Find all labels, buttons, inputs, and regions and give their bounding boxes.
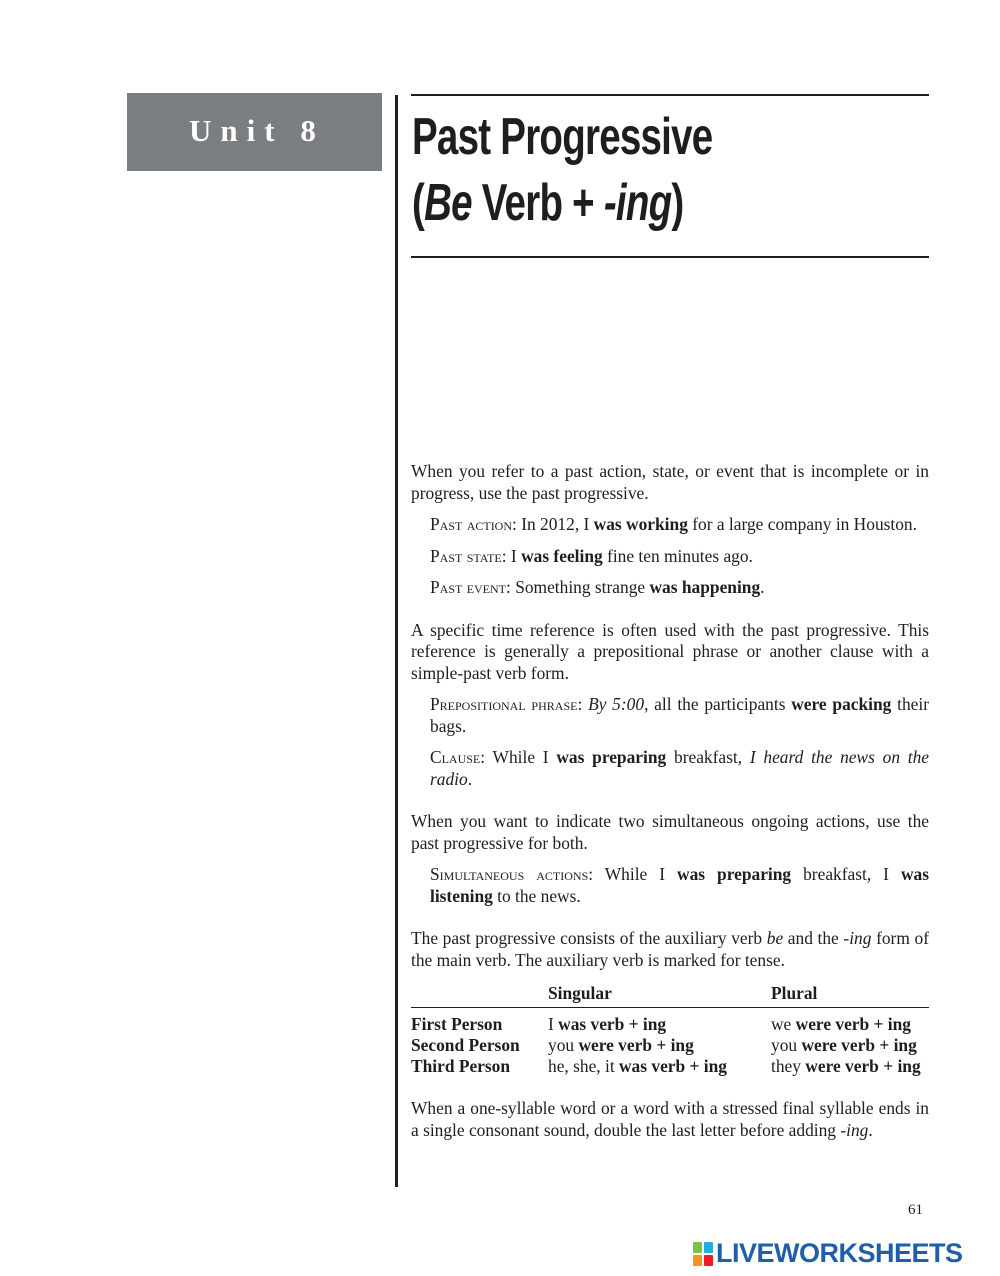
example-text: : In 2012, I [512, 514, 594, 534]
example-label: Past action [430, 514, 513, 534]
liveworksheets-logo [693, 1238, 963, 1269]
main-content [411, 461, 929, 1141]
example-verb: was working [593, 514, 688, 534]
verb-form: were verb + ing [795, 1014, 911, 1034]
table-header [411, 983, 548, 1008]
example-text: for a large company in Houston. [687, 514, 917, 534]
example-text: to the news. [492, 885, 581, 906]
watermark-text: LIVEWORKSHEETS [716, 1238, 963, 1268]
example-label: Simultaneous actions [430, 864, 589, 884]
pronoun: we [771, 1014, 796, 1034]
plural-cell [771, 1035, 929, 1056]
person-cell: Second Person [411, 1035, 520, 1055]
title-ing: -ing [603, 174, 672, 232]
table-header-row [411, 983, 929, 1008]
title-verb: Verb + [471, 174, 604, 232]
title-be: Be [424, 174, 472, 232]
example-prepositional-phrase [411, 694, 929, 737]
example-text: fine ten minutes ago. [602, 545, 753, 566]
example-verb: was feeling [521, 545, 603, 566]
logo-blocks-icon [693, 1242, 713, 1266]
paragraph-1: When you refer to a past action, state, or event that is incomplete or in progress, use the past progressive. [411, 461, 929, 503]
example-past-state [411, 546, 929, 568]
example-text: breakfast, I [791, 864, 901, 884]
pronoun: they [771, 1056, 806, 1076]
verb-form: were verb + ing [578, 1035, 694, 1055]
example-clause [411, 747, 929, 790]
title-line-1: Past Progressive [412, 108, 713, 166]
example-label: Past state [430, 545, 502, 566]
pronoun: you [548, 1035, 579, 1055]
example-text: : While I [588, 864, 678, 884]
example-text: their bags. [430, 694, 929, 736]
example-simultaneous-actions [411, 864, 929, 907]
example-text: : I [501, 545, 522, 566]
title-paren-open: ( [412, 174, 425, 232]
verb-form: were verb + ing [805, 1056, 921, 1076]
paragraph-2: A specific time reference is often used with the past progressive. This reference is generally a prepositional phrase or another clause with a simple-past verb form. [411, 619, 929, 683]
example-text: : While I [480, 747, 557, 767]
pronoun: you [771, 1035, 802, 1055]
table-header: Plural [771, 983, 818, 1003]
table-header: Singular [548, 983, 612, 1003]
example-past-event [411, 577, 929, 599]
example-text: . [467, 768, 473, 789]
conjugation-table [411, 983, 929, 1077]
example-label: Clause [430, 747, 481, 767]
table-row [411, 1035, 929, 1056]
singular-cell [548, 1008, 771, 1036]
pronoun: I [548, 1014, 559, 1034]
example-italic: By 5:00 [588, 694, 645, 714]
example-verb: was preparing [556, 747, 667, 767]
paragraph-3: When you want to indicate two simultaneous ongoing actions, use the past progressive for both. [411, 811, 929, 853]
paragraph-text: The past progressive consists of the auxiliary verb [411, 928, 767, 948]
unit-label-box [127, 93, 382, 171]
paragraph-italic: be [766, 928, 784, 948]
paragraph-text: form of the main verb. The auxiliary verb is marked for tense. [411, 928, 929, 970]
example-text: , all the participants [644, 694, 792, 714]
person-cell: First Person [411, 1014, 503, 1034]
example-italic: I heard the news on the radio [430, 747, 930, 789]
table-row [411, 1056, 929, 1077]
verb-form: was verb + ing [619, 1056, 727, 1076]
example-text: . [760, 577, 765, 597]
example-past-action [411, 514, 929, 536]
singular-cell [548, 1056, 771, 1077]
example-verb: was happening [649, 577, 761, 597]
title-line-2 [412, 170, 797, 236]
paragraph-text: and the [783, 928, 844, 948]
paragraph-5 [411, 1098, 929, 1141]
example-verb: were packing [791, 694, 892, 714]
verb-form: was verb + ing [558, 1014, 667, 1034]
paragraph-text: . [868, 1119, 873, 1140]
vertical-divider [395, 95, 398, 1187]
title-paren-close: ) [671, 174, 684, 232]
table-row [411, 1008, 929, 1036]
page-number: 61 [908, 1202, 923, 1218]
example-text: : Something strange [506, 577, 650, 597]
example-label: Prepositional phrase [430, 694, 578, 714]
unit-label: Unit 8 [189, 113, 325, 148]
example-text: breakfast, [666, 747, 750, 767]
example-label: Past event [430, 577, 507, 597]
plural-cell [771, 1008, 929, 1036]
pronoun: he, she, it [548, 1056, 619, 1076]
paragraph-italic: -ing [843, 928, 872, 948]
paragraph-italic: -ing [840, 1119, 869, 1140]
singular-cell [548, 1035, 771, 1056]
title-bottom-rule [411, 256, 929, 258]
example-verb: was listening [430, 864, 929, 906]
person-cell: Third Person [411, 1056, 511, 1076]
plural-cell [771, 1056, 929, 1077]
title-top-rule [411, 94, 929, 96]
verb-form: were verb + ing [801, 1035, 917, 1055]
paragraph-text: When a one-syllable word or a word with a stressed final syllable ends in a single consonant sound, double the last letter before adding [411, 1098, 929, 1140]
page-title [412, 104, 797, 236]
paragraph-4 [411, 928, 929, 971]
example-text: : [577, 694, 589, 714]
example-verb: was preparing [677, 864, 792, 884]
